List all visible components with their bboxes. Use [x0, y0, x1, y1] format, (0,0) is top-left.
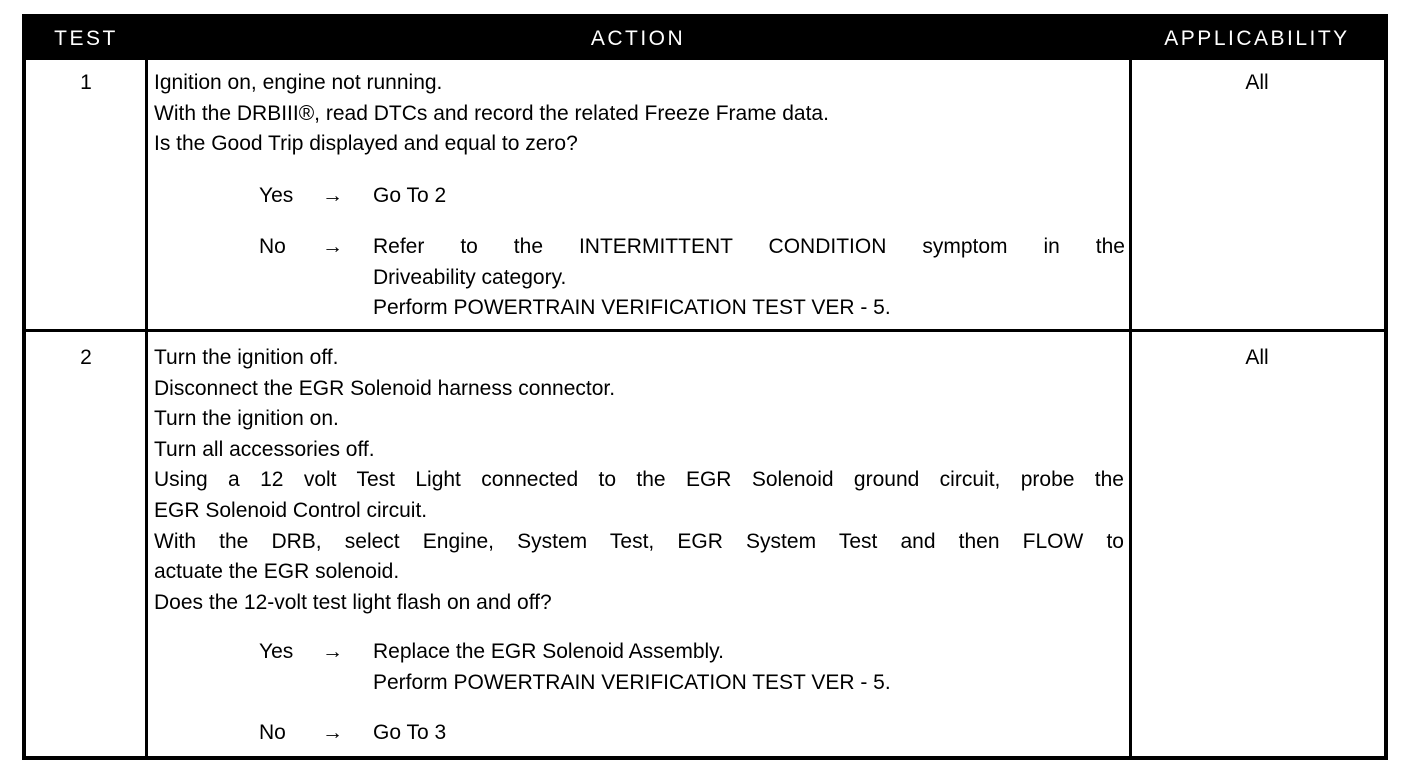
column-divider-applicability: [1129, 60, 1132, 760]
yes-label: Yes: [259, 640, 294, 663]
arrow-right-icon: →: [322, 640, 343, 663]
no-response-2: [259, 718, 1125, 749]
no-response-1: [259, 232, 1125, 324]
yes-response-2: [259, 637, 1125, 699]
yes-result: [373, 181, 1125, 212]
test-number-1: 1: [80, 71, 92, 94]
diagnostic-test-table: [22, 14, 1388, 760]
step-line: EGR Solenoid Control circuit.: [154, 498, 428, 522]
row-divider: [26, 329, 1384, 332]
no-label: No: [259, 235, 286, 258]
result-line: Go To 3: [373, 721, 447, 744]
step-line: Turn all accessories off.: [154, 437, 375, 461]
result-line: Refer to the INTERMITTENT CONDITION symptom in the: [373, 235, 1125, 258]
column-divider-test: [145, 60, 148, 760]
arrow-right-icon: →: [322, 184, 343, 207]
result-line: Perform POWERTRAIN VERIFICATION TEST VER - 5.: [373, 296, 891, 320]
yes-result: [373, 637, 1125, 698]
action-cell-1: [154, 68, 1124, 326]
yes-label: Yes: [259, 184, 294, 207]
header-applicability: APPLICABILITY: [1164, 27, 1350, 50]
header-action: ACTION: [590, 27, 686, 50]
step-line: Is the Good Trip displayed and equal to zero?: [154, 132, 578, 156]
yes-response-1: [259, 181, 1125, 212]
step-line: With the DRBIII®, read DTCs and record the related Freeze Frame data.: [154, 101, 829, 125]
test-number-2: 2: [80, 346, 92, 369]
table-header: [26, 18, 1384, 60]
step-line: Using a 12 volt Test Light connected to the EGR Solenoid ground circuit, probe the: [154, 468, 1124, 492]
step-line: With the DRB, select Engine, System Test, EGR System Test and then FLOW to: [154, 529, 1124, 553]
action-cell-2: [154, 343, 1124, 758]
result-line: Replace the EGR Solenoid Assembly.: [373, 640, 724, 663]
applicability-1: All: [1245, 71, 1269, 94]
step-line: Disconnect the EGR Solenoid harness connector.: [154, 376, 616, 400]
applicability-2: All: [1245, 346, 1269, 369]
arrow-right-icon: →: [322, 721, 343, 744]
step-line: Turn the ignition off.: [154, 346, 339, 369]
result-line: Go To 2: [373, 184, 447, 207]
no-label: No: [259, 721, 286, 744]
step-line: Ignition on, engine not running.: [154, 71, 443, 94]
step-line: Turn the ignition on.: [154, 407, 339, 431]
step-line: actuate the EGR solenoid.: [154, 560, 400, 584]
header-test: TEST: [54, 27, 118, 50]
step-line: Does the 12-volt test light flash on and off?: [154, 590, 552, 614]
arrow-right-icon: →: [322, 235, 343, 258]
no-result: [373, 232, 1125, 324]
no-result: [373, 718, 1125, 749]
result-line: Perform POWERTRAIN VERIFICATION TEST VER - 5.: [373, 670, 891, 694]
result-line: Driveability category.: [373, 265, 567, 289]
